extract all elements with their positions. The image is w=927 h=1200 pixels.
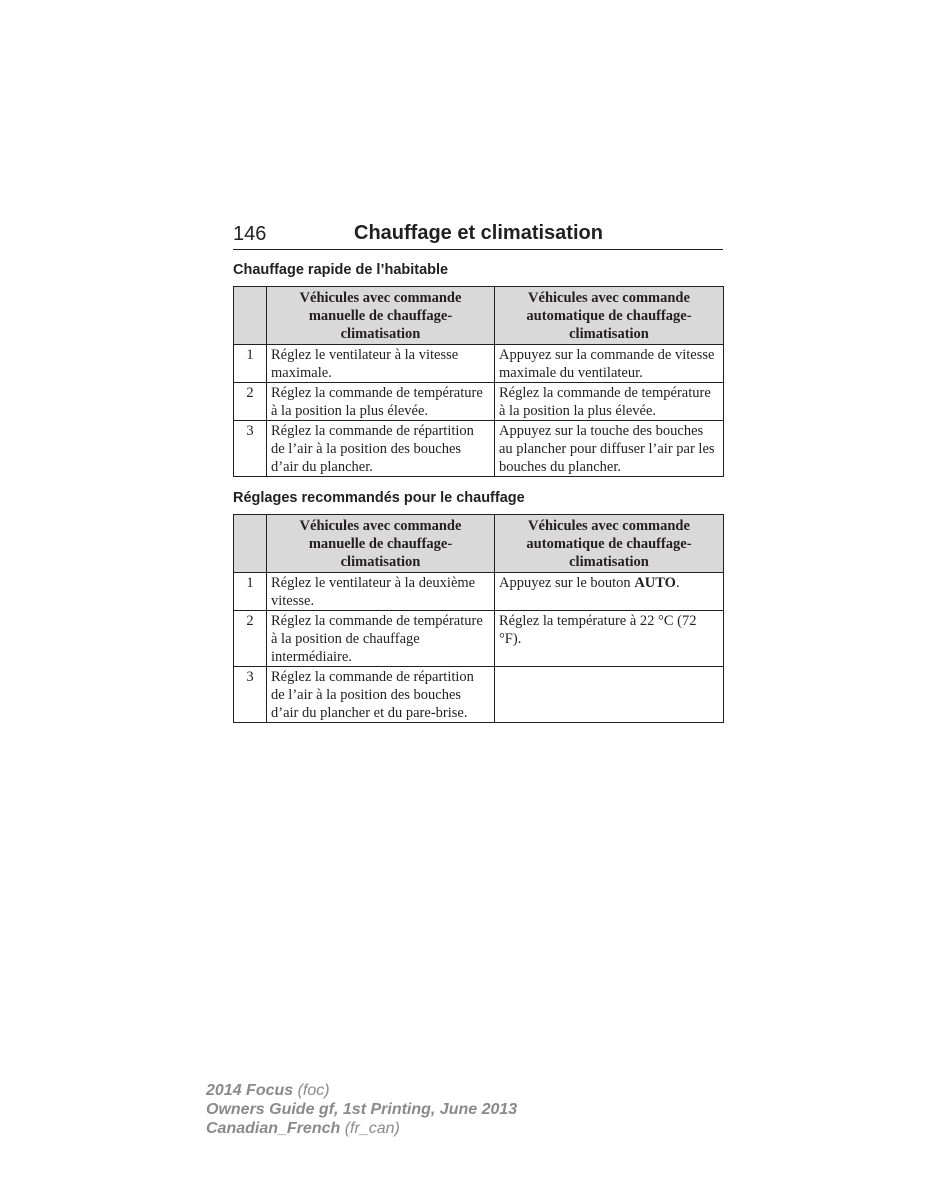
column-header-step: [234, 287, 267, 345]
auto-button-label: AUTO: [634, 575, 676, 591]
automatic-instruction: Réglez la commande de température à la position la plus élevée.: [495, 383, 724, 421]
step-number: 1: [234, 345, 267, 383]
quick-heating-table: [233, 286, 724, 477]
step-number: 2: [234, 383, 267, 421]
footer-line-edition: Owners Guide gf, 1st Printing, June 2013: [206, 1101, 518, 1118]
print-footer: [206, 1081, 517, 1138]
automatic-instruction: Appuyez sur la touche des bouches au plancher pour diffuser l’air par les bouches du plancher.: [495, 421, 724, 477]
manual-instruction: Réglez la commande de température à la position la plus élevée.: [267, 383, 495, 421]
manual-instruction: Réglez la commande de température à la position de chauffage intermédiaire.: [267, 611, 495, 667]
recommended-settings-table: [233, 514, 724, 723]
page-number: 146: [233, 223, 267, 245]
automatic-instruction: Réglez la température à 22 °C (72 °F).: [495, 611, 724, 667]
manual-instruction: Réglez la commande de répartition de l’air à la position des bouches d’air du plancher.: [267, 421, 495, 477]
chapter-title: Chauffage et climatisation: [354, 222, 603, 244]
step-number: 3: [234, 667, 267, 723]
manual-instruction: Réglez la commande de répartition de l’air à la position des bouches d’air du plancher et du pare-brise.: [267, 667, 495, 723]
section-heading-recommended-settings: Réglages recommandés pour le chauffage: [233, 490, 525, 506]
step-number: 3: [234, 421, 267, 477]
table-row: [234, 383, 724, 421]
table-header-row: [234, 515, 724, 573]
section-heading-quick-heating: Chauffage rapide de l’habitable: [233, 262, 449, 278]
footer-line-model: 2014 Focus (foc): [206, 1082, 330, 1099]
manual-instruction: Réglez le ventilateur à la vitesse maximale.: [267, 345, 495, 383]
automatic-instruction: Appuyez sur le bouton AUTO.: [495, 573, 724, 611]
table-row: [234, 345, 724, 383]
column-header-manual: Véhicules avec commande manuelle de chauffage-climatisation: [267, 287, 495, 345]
page-content: [233, 222, 723, 723]
table-row: [234, 421, 724, 477]
column-header-automatic: Véhicules avec commande automatique de chauffage-climatisation: [495, 515, 724, 573]
automatic-instruction: [495, 667, 724, 723]
automatic-instruction: Appuyez sur la commande de vitesse maximale du ventilateur.: [495, 345, 724, 383]
table-row: [234, 573, 724, 611]
footer-line-language: Canadian_French (fr_can): [206, 1120, 400, 1137]
step-number: 1: [234, 573, 267, 611]
column-header-automatic: Véhicules avec commande automatique de chauffage-climatisation: [495, 287, 724, 345]
column-header-step: [234, 515, 267, 573]
table-row: [234, 667, 724, 723]
column-header-manual: Véhicules avec commande manuelle de chauffage-climatisation: [267, 515, 495, 573]
table-row: [234, 611, 724, 667]
table-header-row: [234, 287, 724, 345]
step-number: 2: [234, 611, 267, 667]
page-header: [233, 222, 723, 250]
manual-instruction: Réglez le ventilateur à la deuxième vitesse.: [267, 573, 495, 611]
